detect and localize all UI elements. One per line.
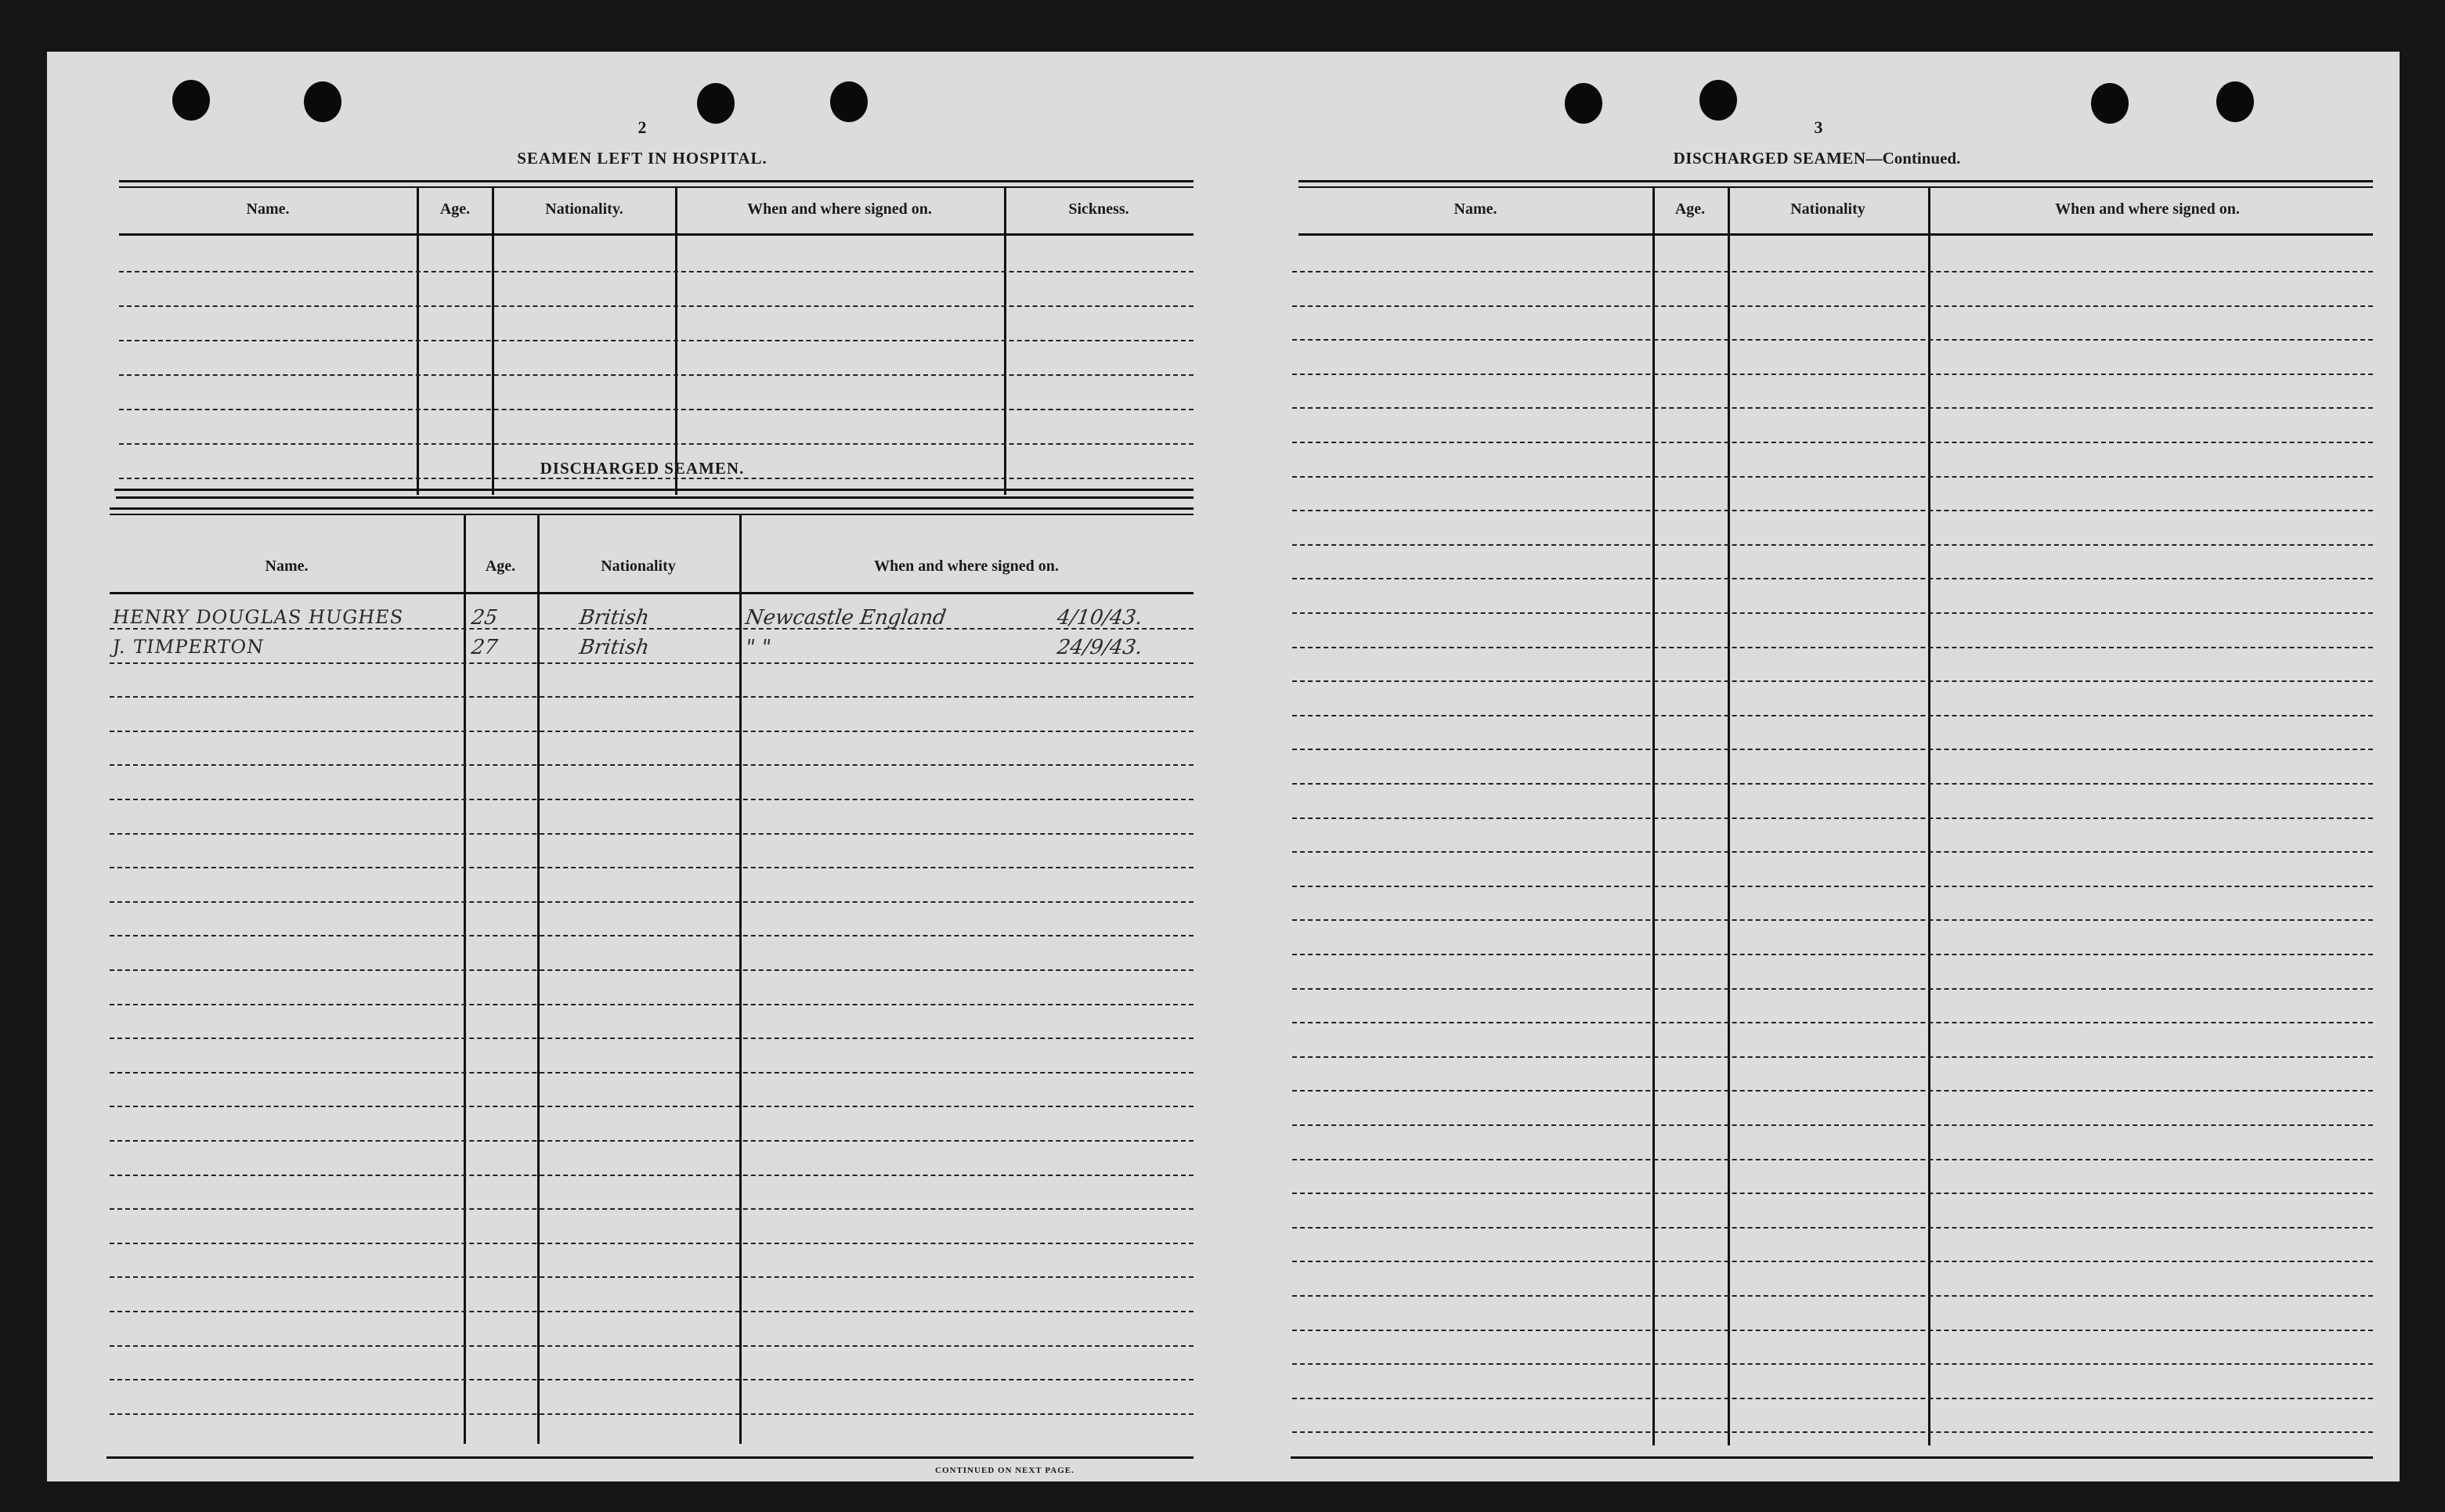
rule-line xyxy=(1292,373,2373,375)
column-header-name: Name. xyxy=(246,200,290,218)
rule-line xyxy=(110,514,1194,515)
column-divider xyxy=(1728,188,1730,1445)
cell-signed-on-place: Newcastle England xyxy=(743,606,948,630)
rule-line xyxy=(1292,544,2373,546)
cell-nationality: British xyxy=(577,606,651,630)
rule-line xyxy=(110,901,1194,903)
rule-line xyxy=(110,696,1194,698)
rule-line xyxy=(110,1311,1194,1312)
column-divider xyxy=(739,515,742,1444)
rule-line xyxy=(110,592,1194,594)
page-number: 2 xyxy=(637,117,647,137)
rule-line xyxy=(110,507,1194,510)
punch-hole xyxy=(172,80,210,121)
table-bottom-rule xyxy=(1291,1456,2373,1459)
column-header-age: Age. xyxy=(439,200,471,218)
column-header-sickness: Sickness. xyxy=(1068,200,1129,218)
rule-line xyxy=(1292,305,2373,307)
rule-line xyxy=(1292,851,2373,853)
cell-name: J. TIMPERTON xyxy=(111,636,266,658)
rule-line xyxy=(1292,919,2373,921)
rule-line xyxy=(1292,1022,2373,1023)
column-divider xyxy=(464,515,466,1444)
rule-line xyxy=(1292,1159,2373,1160)
document-sheet xyxy=(47,52,2400,1481)
rule-line xyxy=(1292,271,2373,272)
rule-line xyxy=(1298,186,2373,188)
rule-line xyxy=(110,1140,1194,1142)
discharged-section-title: DISCHARGED SEAMEN. xyxy=(540,459,745,478)
rule-line xyxy=(1292,1124,2373,1126)
rule-line xyxy=(1292,1295,2373,1297)
rule-line xyxy=(1292,476,2373,478)
rule-line xyxy=(110,628,1194,630)
rule-line xyxy=(110,1175,1194,1176)
rule-line xyxy=(1292,783,2373,785)
rule-line xyxy=(110,1413,1194,1415)
cell-age: 27 xyxy=(469,636,500,659)
column-header-signed-on: When and where signed on. xyxy=(874,558,1059,575)
rule-line xyxy=(110,1004,1194,1005)
rule-line xyxy=(1292,647,2373,648)
punch-hole xyxy=(2216,81,2254,122)
cell-signed-on-place: " " xyxy=(743,636,773,659)
rule-line xyxy=(1298,233,2373,236)
column-divider xyxy=(1652,188,1655,1445)
rule-line xyxy=(1292,510,2373,511)
rule-line xyxy=(110,1072,1194,1074)
rule-line xyxy=(1292,1193,2373,1194)
rule-line xyxy=(110,1106,1194,1107)
column-divider xyxy=(1928,188,1930,1445)
column-header-age: Age. xyxy=(1674,200,1706,218)
rule-line xyxy=(1292,749,2373,750)
rule-line xyxy=(1292,715,2373,716)
column-divider xyxy=(537,515,540,1444)
column-header-nationality: Nationality. xyxy=(545,200,623,218)
title-suffix: —Continued. xyxy=(1865,149,1961,168)
title-main: DISCHARGED SEAMEN xyxy=(1673,149,1866,168)
rule-line xyxy=(110,764,1194,766)
rule-line xyxy=(1292,442,2373,443)
rule-line xyxy=(1298,180,2373,182)
rule-line xyxy=(110,1243,1194,1244)
cell-age: 25 xyxy=(469,606,500,630)
cell-signed-on-date: 24/9/43. xyxy=(1055,636,1144,659)
table-bottom-rule xyxy=(107,1456,1194,1459)
rule-line xyxy=(1292,1056,2373,1058)
discharged-continued-title xyxy=(1598,149,2036,168)
page-number: 3 xyxy=(1814,117,1823,137)
cell-nationality: British xyxy=(577,636,651,659)
rule-line xyxy=(110,867,1194,868)
footer-continued: CONTINUED ON NEXT PAGE. xyxy=(935,1466,1074,1475)
rule-line xyxy=(110,935,1194,936)
rule-line xyxy=(1292,1398,2373,1399)
rule-line xyxy=(1292,1261,2373,1262)
rule-line xyxy=(110,1379,1194,1380)
punch-hole xyxy=(830,81,868,122)
column-header-name: Name. xyxy=(265,558,309,575)
rule-line xyxy=(110,1037,1194,1039)
column-header-nationality: Nationality xyxy=(601,558,676,575)
rule-line xyxy=(1292,339,2373,341)
rule-line xyxy=(110,1276,1194,1278)
rule-line xyxy=(110,969,1194,971)
column-header-age: Age. xyxy=(485,558,516,575)
punch-hole xyxy=(304,81,341,122)
rule-line xyxy=(110,662,1194,664)
rule-line xyxy=(1292,886,2373,887)
column-header-signed-on: When and where signed on. xyxy=(2055,200,2240,218)
hospital-section-title: SEAMEN LEFT IN HOSPITAL. xyxy=(517,149,767,168)
punch-hole xyxy=(1565,83,1602,124)
rule-line xyxy=(110,833,1194,835)
cell-signed-on-date: 4/10/43. xyxy=(1055,606,1144,630)
rule-line xyxy=(1292,817,2373,819)
rule-line xyxy=(110,1345,1194,1347)
punch-hole xyxy=(1699,80,1737,121)
rule-line xyxy=(1292,1330,2373,1331)
rule-line xyxy=(1292,578,2373,579)
cell-name: HENRY DOUGLAS HUGHES xyxy=(111,606,406,628)
rule-line xyxy=(1292,407,2373,409)
rule-line xyxy=(1292,612,2373,614)
rule-line xyxy=(110,731,1194,732)
rule-line xyxy=(1292,680,2373,682)
rule-line xyxy=(1292,954,2373,955)
rule-line xyxy=(1292,1227,2373,1229)
column-header-nationality: Nationality xyxy=(1790,200,1865,218)
rule-line xyxy=(110,799,1194,800)
rule-line xyxy=(110,1208,1194,1210)
column-header-signed-on: When and where signed on. xyxy=(747,200,932,218)
rule-line xyxy=(1292,1090,2373,1092)
punch-hole xyxy=(697,83,735,124)
punch-hole xyxy=(2091,83,2129,124)
rule-line xyxy=(1292,988,2373,990)
column-header-name: Name. xyxy=(1454,200,1497,218)
rule-line xyxy=(1292,1431,2373,1433)
rule-line xyxy=(1292,1363,2373,1365)
